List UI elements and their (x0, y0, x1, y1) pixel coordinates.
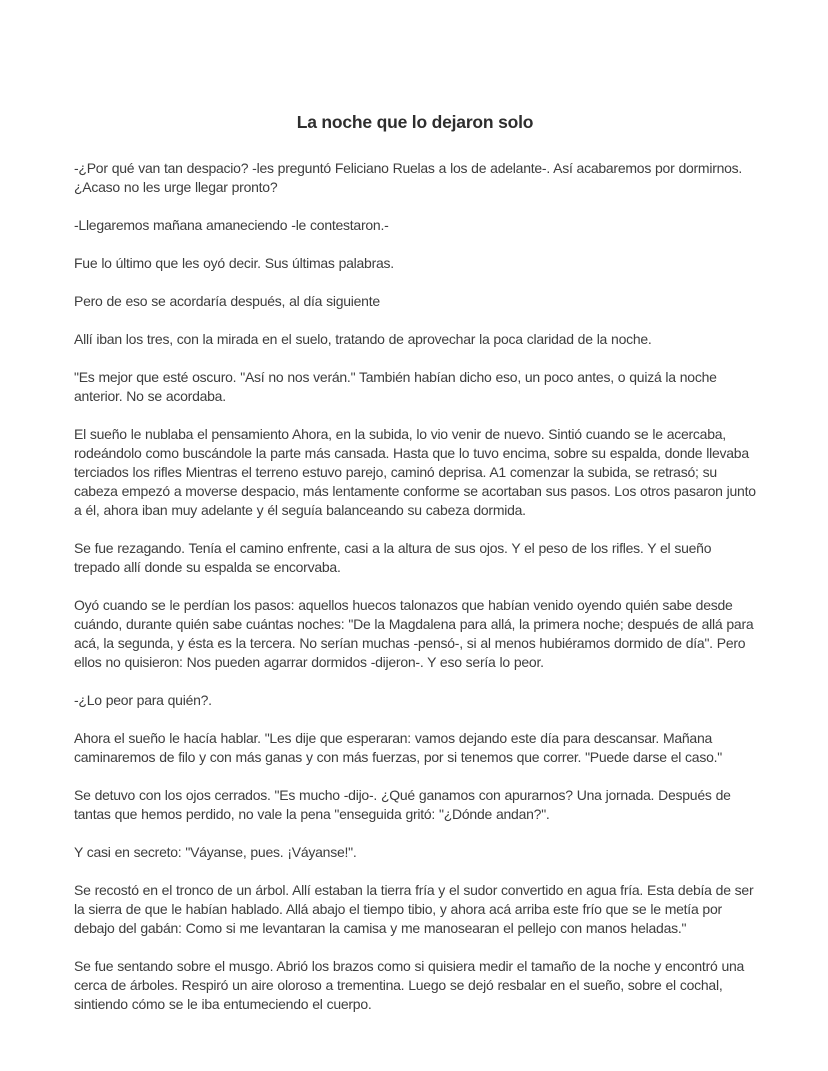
paragraph-dialogue-question: -¿Lo peor para quién?. (74, 692, 212, 708)
paragraph: "Es mejor que esté oscuro. "Así no nos verán." También habían dicho eso, un poco antes, o quizá la noche anterior. No se acordaba. (74, 369, 717, 404)
paragraph-dialogue-question: -¿Por qué van tan despacio? -les preguntó Feliciano Ruelas a los de adelante-. Así acabaremos por dormirnos. ¿Acaso no les urge llegar pronto? (74, 160, 743, 195)
paragraph-dialogue-answer: -Llegaremos mañana amaneciendo -le contestaron.- (74, 217, 389, 233)
paragraph: Se fue rezagando. Tenía el camino enfrente, casi a la altura de sus ojos. Y el peso de los rifles. Y el sueño trepado allí donde su espalda se encorvaba. (74, 540, 712, 575)
paragraph: Se recostó en el tronco de un árbol. Allí estaban la tierra fría y el sudor convertido en agua fría. Esta debía de ser la sierra de que le habían hablado. Allá abajo el tiempo tibio, y ahora acá arriba este frío que se le metía por debajo del gabán: Como si me levantaran la camisa y me manosearan el pellejo con manos heladas." (74, 882, 754, 936)
document-title: La noche que lo dejaron solo (296, 112, 534, 132)
paragraph: Y casi en secreto: "Váyanse, pues. ¡Váyanse!". (74, 844, 357, 860)
paragraph: Se fue sentando sobre el musgo. Abrió los brazos como si quisiera medir el tamaño de la noche y encontró una cerca de árboles. Respiró un aire oloroso a trementina. Luego se dejó resbalar en el sueño, sobre el cochal, sintiendo cómo se le iba entumeciendo el cuerpo. (74, 958, 745, 1012)
paragraph: El sueño le nublaba el pensamiento Ahora, en la subida, lo vio venir de nuevo. Sintió cuando se le acercaba, rodeándolo como buscándole la parte más cansada. Hasta que lo tuvo encima, sobre su espalda, donde llevaba terciados los rifles Mientras el terreno estuvo parejo, caminó deprisa. A1 comenzar la subida, se retrasó; su cabeza empezó a moverse despacio, más lentamente conforme se acortaban sus pasos. Los otros pasaron junto a él, ahora iban muy adelante y él seguía balanceando su cabeza dormida. (74, 426, 756, 518)
paragraph: Ahora el sueño le hacía hablar. "Les dije que esperaran: vamos dejando este día para descansar. Mañana caminaremos de filo y con más ganas y con más fuerzas, por si tenemos que correr. "Puede darse el caso." (74, 730, 722, 765)
paragraph: Se detuvo con los ojos cerrados. "Es mucho -dijo-. ¿Qué ganamos con apurarnos? Una jornada. Después de tantas que hemos perdido, no vale la pena "enseguida gritó: "¿Dónde andan?". (74, 787, 731, 822)
document-body (74, 159, 756, 1014)
paragraph: Fue lo último que les oyó decir. Sus últimas palabras. (74, 255, 394, 271)
paragraph: Allí iban los tres, con la mirada en el suelo, tratando de aprovechar la poca claridad de la noche. (74, 331, 652, 347)
paragraph: Oyó cuando se le perdían los pasos: aquellos huecos talonazos que habían venido oyendo quién sabe desde cuándo, durante quién sabe cuántas noches: "De la Magdalena para allá, la primera noche; después de allá para acá, la segunda, y ésta es la tercera. No serían muchas -pensó-, si al menos hubiéramos dormido de día". Pero ellos no quisieron: Nos pueden agarrar dormidos -dijeron-. Y eso sería lo peor. (74, 597, 754, 670)
paragraph: Pero de eso se acordaría después, al día siguiente (74, 293, 380, 309)
